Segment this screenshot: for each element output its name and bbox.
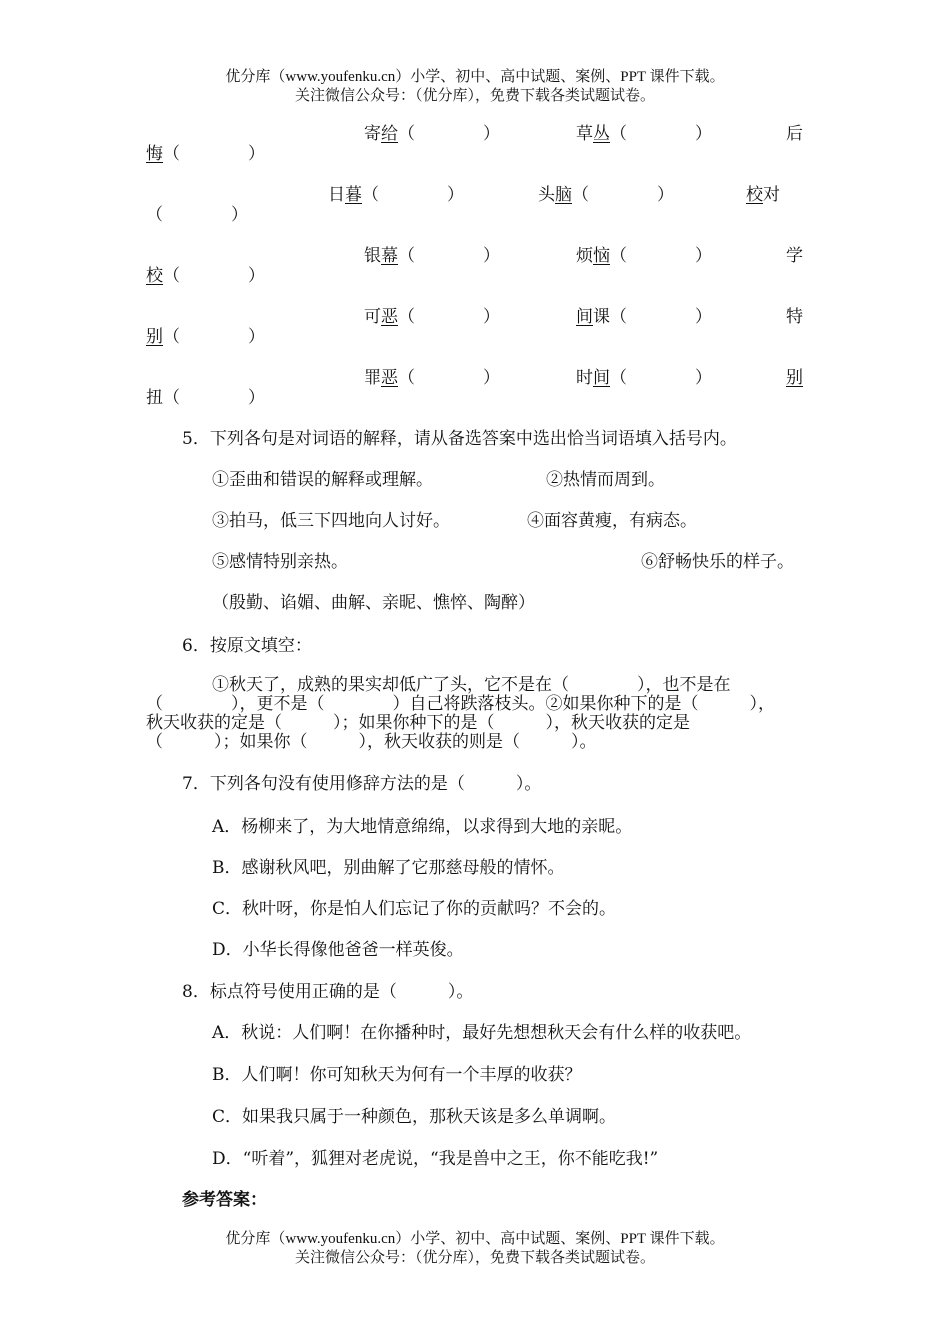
- question-6-title: 6．按原文填空：: [182, 636, 312, 656]
- q8-option-d: D．“听着”，狐狸对老虎说，“我是兽中之王，你不能吃我!”: [212, 1149, 659, 1169]
- word-hou-start: 后: [786, 124, 803, 144]
- word-fannao: 烦恼（ ）: [576, 246, 712, 266]
- word-options: （殷勤、谄媚、曲解、亲昵、憔悴、陶醉）: [212, 593, 535, 613]
- definition-6: ⑥舒畅快乐的样子。: [641, 552, 794, 572]
- word-xuexiao-end: 校（ ）: [146, 266, 265, 286]
- definition-2: ②热情而周到。: [546, 470, 665, 490]
- word-tebie-end: 别（ ）: [146, 327, 265, 347]
- word-yinmu: 银幕（ ）: [364, 246, 500, 266]
- header-line-2: 关注微信公众号：（优分库），免费下载各类试题试卷。: [294, 88, 655, 104]
- word-jigei: 寄给（ ）: [364, 124, 500, 144]
- definition-4: ④面容黄瘦，有病态。: [527, 511, 697, 531]
- header-line-1: 优分库（www.youfenku.cn）小学、初中、高中试题、案例、PPT 课件下载。: [225, 69, 725, 85]
- footer-line-1: 优分库（www.youfenku.cn）小学、初中、高中试题、案例、PPT 课件下载。: [225, 1231, 725, 1247]
- word-xue-start: 学: [786, 246, 803, 266]
- q7-option-a: A．杨柳来了，为大地情意绵绵，以求得到大地的亲昵。: [212, 817, 633, 837]
- word-jiaodui-blank: （ ）: [146, 205, 248, 225]
- word-tounao: 头脑（ ）: [538, 185, 674, 205]
- definition-5: ⑤感情特别亲热。: [212, 552, 348, 572]
- q8-option-c: C．如果我只属于一种颜色，那秋天该是多么单调啊。: [212, 1107, 617, 1127]
- q7-option-d: D．小华长得像他爸爸一样英俊。: [212, 940, 464, 960]
- question-6-passage: [146, 676, 816, 752]
- passage-line-2: （ ），更不是（ ）自己将跌落枝头。②如果你种下的是（ ），: [146, 694, 775, 714]
- word-kewu: 可恶（ ）: [364, 307, 500, 327]
- word-shijian: 时间（ ）: [576, 368, 712, 388]
- passage-line-3: 秋天收获的定是（ ）；如果你种下的是（ ），秋天收获的定是: [146, 713, 690, 733]
- word-caocong: 草丛（ ）: [576, 124, 712, 144]
- q8-option-a: A．秋说：人们啊！在你播种时，最好先想想秋天会有什么样的收获吧。: [212, 1023, 752, 1043]
- page-footer: [0, 1230, 950, 1268]
- footer-line-2: 关注微信公众号：（优分库），免费下载各类试题试卷。: [294, 1250, 655, 1266]
- word-zuie: 罪恶（ ）: [364, 368, 500, 388]
- definition-1: ①歪曲和错误的解释或理解。: [212, 470, 433, 490]
- answers-heading: 参考答案：: [182, 1190, 267, 1210]
- q8-option-b: B．人们啊！你可知秋天为何有一个丰厚的收获？: [212, 1065, 582, 1085]
- word-jiaodui: 校对: [746, 185, 780, 205]
- q7-option-c: C．秋叶呀，你是怕人们忘记了你的贡献吗？不会的。: [212, 899, 617, 919]
- passage-line-1: ①秋天了，成熟的果实却低广了头，它不是在（ ），也不是在: [212, 675, 731, 695]
- word-bieniu-start: 别: [786, 368, 803, 388]
- definition-3: ③拍马，低三下四地向人讨好。: [212, 511, 450, 531]
- word-houhui-end: 悔（ ）: [146, 144, 265, 164]
- question-5-title: 5．下列各句是对词语的解释，请从备选答案中选出恰当词语填入括号内。: [182, 429, 737, 449]
- word-bieniu-end: 扭（ ）: [146, 388, 265, 408]
- question-8-title: 8．标点符号使用正确的是（ ）。: [182, 982, 474, 1002]
- page-header: [0, 68, 950, 106]
- word-jiandie: 间课（ ）: [576, 307, 712, 327]
- passage-line-4: （ ）；如果你（ ），秋天收获的则是（ ）。: [146, 732, 597, 752]
- word-te-start: 特: [786, 307, 803, 327]
- q7-option-b: B．感谢秋风吧，别曲解了它那慈母般的情怀。: [212, 858, 565, 878]
- question-7-title: 7．下列各句没有使用修辞方法的是（ ）。: [182, 774, 542, 794]
- word-rimu: 日暮（ ）: [328, 185, 464, 205]
